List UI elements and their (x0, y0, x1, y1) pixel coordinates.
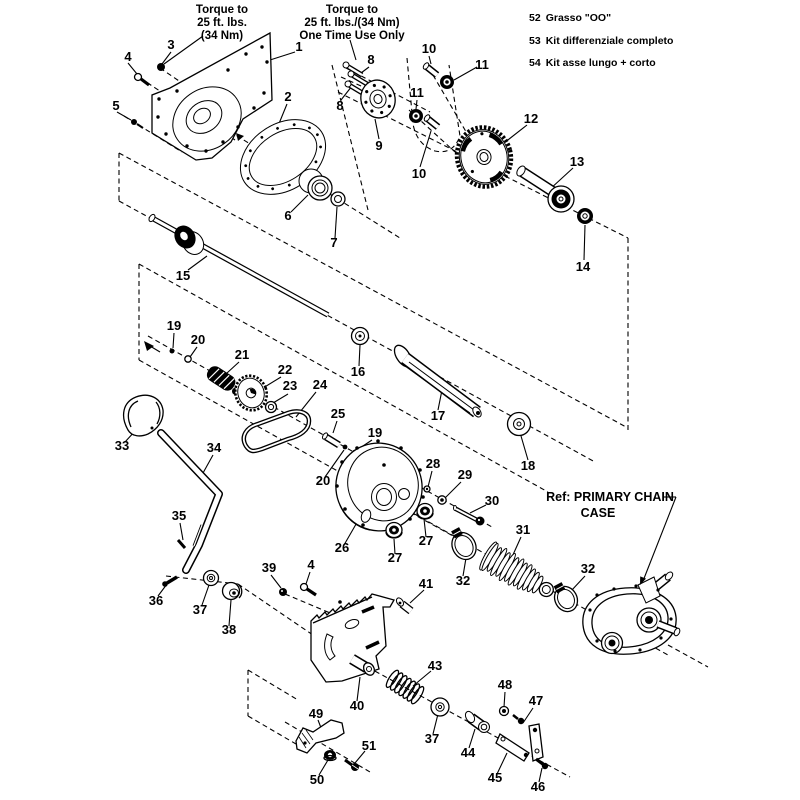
callout-31: 31 (515, 522, 531, 537)
callout-11: 11 (475, 57, 489, 72)
callout-47: 47 (528, 693, 544, 708)
parts-legend (529, 12, 673, 69)
torque-note-center (299, 4, 405, 42)
torque-note-center-line1: Torque to (325, 4, 379, 16)
callout-32: 32 (580, 561, 596, 576)
part-36-screw (162, 577, 177, 587)
part-23-oring (266, 402, 277, 413)
callout-16: 16 (350, 364, 366, 379)
callout-48: 48 (497, 677, 513, 692)
callout-11: 11 (410, 85, 424, 100)
callout-8: 8 (367, 52, 375, 67)
callout-1: 1 (295, 39, 303, 54)
callout-33: 33 (114, 438, 130, 453)
torque-note-center-line3: One Time Use Only (299, 30, 405, 42)
part-15-hex-shaft (148, 213, 328, 315)
callout-17: 17 (430, 408, 446, 423)
callout-28: 28 (425, 456, 441, 471)
part-46-bolt (536, 759, 548, 769)
callout-51: 51 (361, 738, 377, 753)
ref-chain-case-line1: Ref: PRIMARY CHAIN (546, 490, 674, 504)
part-45-link-lever (496, 724, 543, 761)
callout-26: 26 (334, 540, 350, 555)
primary-chain-case (583, 571, 708, 667)
callout-23: 23 (282, 378, 298, 393)
part-18-washer (508, 413, 531, 436)
callout-41: 41 (418, 576, 434, 591)
legend-item-52: 52 Grasso "OO" (529, 12, 612, 24)
callout-38: 38 (221, 622, 237, 637)
callout-12: 12 (523, 111, 539, 126)
part-3-fastener (157, 63, 165, 71)
callout-46: 46 (530, 779, 546, 794)
part-41-bushing (395, 597, 411, 611)
part-47-bolt (513, 715, 524, 724)
callout-25: 25 (330, 406, 346, 421)
ref-chain-case-line2: CASE (580, 506, 616, 520)
callout-32: 32 (455, 573, 471, 588)
callout-43: 43 (427, 658, 443, 673)
callout-10: 10 (421, 41, 437, 56)
callout-39: 39 (261, 560, 277, 575)
callout-18: 18 (520, 458, 536, 473)
part-25-pin (321, 432, 339, 445)
part-37-washer-b (431, 698, 449, 716)
part-6-bushing (299, 169, 332, 200)
part-43-spring (384, 669, 426, 706)
callout-34: 34 (206, 440, 222, 455)
callout-4: 4 (307, 557, 315, 572)
callout-24: 24 (312, 377, 328, 392)
part-35-pin (178, 540, 185, 548)
callout-40: 40 (349, 698, 365, 713)
torque-note-left-line3: (34 Nm) (200, 30, 244, 42)
part-7-washer (331, 192, 345, 206)
part-16-washer (352, 328, 369, 345)
part-24-chain-loop (244, 411, 309, 451)
callout-13: 13 (569, 154, 585, 169)
part-50-nut (324, 750, 336, 761)
callout-21: 21 (234, 347, 250, 362)
torque-note-left (196, 4, 248, 42)
part-37-washer-a (204, 571, 219, 586)
callout-22: 22 (277, 362, 293, 377)
callout-3: 3 (167, 37, 175, 52)
legend-item-54: 54 Kit asse lungo + corto (529, 57, 656, 69)
callout-50: 50 (309, 772, 325, 787)
callout-27: 27 (387, 550, 403, 565)
torque-note-left-line1: Torque to (195, 4, 249, 16)
part-29-washer (438, 496, 446, 504)
construction-lines (119, 58, 668, 777)
part-39-ball (279, 588, 287, 596)
callout-36: 36 (148, 593, 164, 608)
callout-14: 14 (575, 259, 591, 274)
part-13-axle-shaft (515, 164, 574, 212)
part-10-pins (422, 62, 438, 127)
callout-5: 5 (112, 98, 120, 113)
part-28-nut (424, 486, 430, 492)
callout-30: 30 (484, 493, 500, 508)
callout-2: 2 (284, 89, 292, 104)
legend-item-53: 53 Kit differenziale completo (529, 35, 674, 47)
part-12-gear (450, 121, 518, 193)
callout-8: 8 (336, 98, 344, 113)
part-48-nut (500, 707, 509, 716)
part-5-screw (131, 119, 143, 128)
part-26-housing-cover (324, 431, 435, 543)
callout-20: 20 (315, 473, 331, 488)
callout-4: 4 (124, 49, 132, 64)
part-40-bracket (311, 594, 394, 682)
callout-27: 27 (418, 533, 434, 548)
callout-9: 9 (375, 138, 383, 153)
callout-20: 20 (190, 332, 206, 347)
callout-49: 49 (308, 706, 324, 721)
ref-chain-case-annotation (546, 490, 676, 585)
callout-45: 45 (487, 770, 503, 785)
callout-19: 19 (166, 318, 182, 333)
part-32-clamp-a (445, 524, 481, 564)
callout-37: 37 (424, 731, 440, 746)
callout-44: 44 (460, 745, 476, 760)
part-14-bearing-ring (577, 208, 593, 224)
callout-7: 7 (330, 235, 338, 250)
callout-15: 15 (175, 268, 191, 283)
callout-6: 6 (284, 208, 292, 223)
torque-note-center-line2: 25 ft. lbs./(34 Nm) (304, 17, 400, 29)
torque-note-left-line2: 25 ft. lbs. (197, 17, 247, 29)
callout-37: 37 (192, 602, 208, 617)
part-31-bellows-boot (477, 540, 560, 606)
part-33-knob (124, 395, 164, 436)
callout-29: 29 (457, 467, 473, 482)
callout-35: 35 (171, 508, 187, 523)
callout-10: 10 (411, 166, 427, 181)
callout-19: 19 (367, 425, 383, 440)
